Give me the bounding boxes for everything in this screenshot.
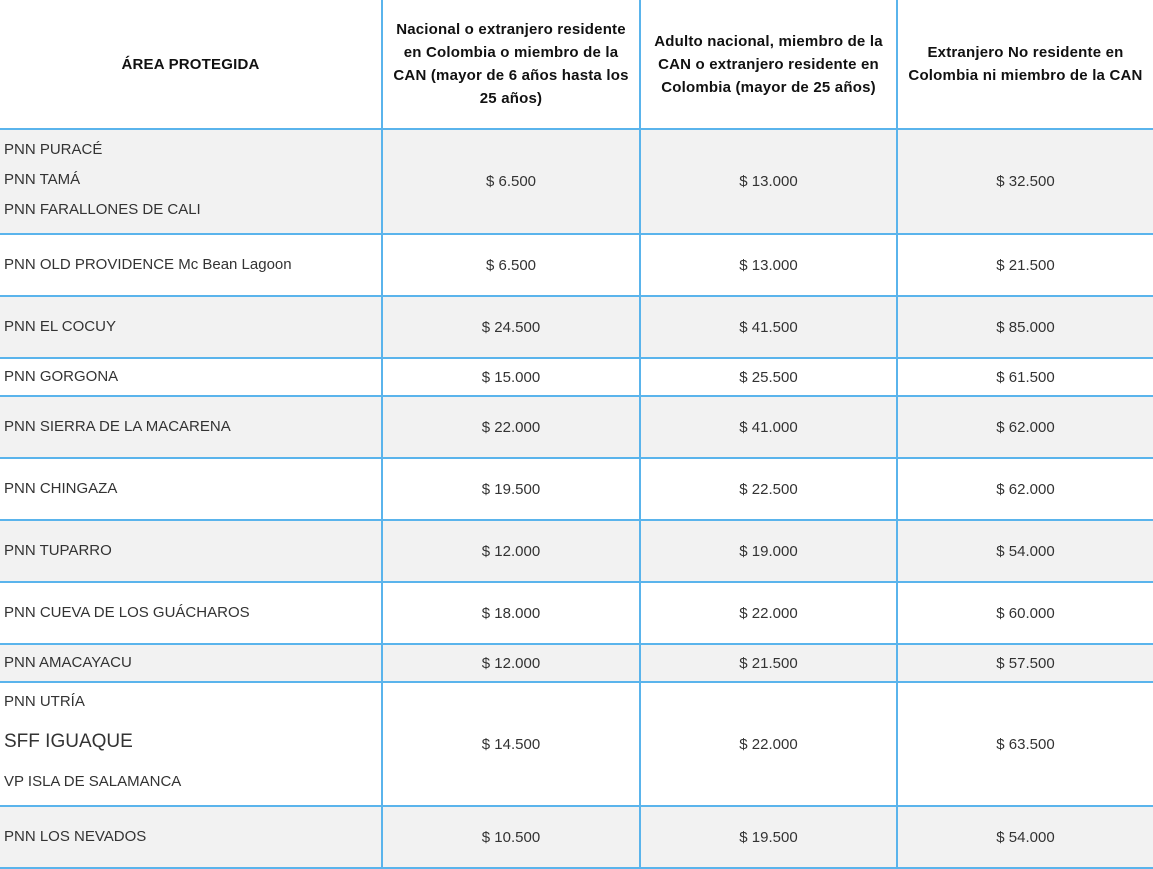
price-adult: $ 13.000 [640,129,897,234]
price-adult: $ 25.500 [640,358,897,396]
price-youth: $ 22.000 [382,396,640,458]
area-name: VP ISLA DE SALAMANCA [4,773,182,790]
price-youth: $ 10.500 [382,806,640,868]
area-name: PNN LOS NEVADOS [4,828,147,845]
area-name: PNN CHINGAZA [4,480,118,497]
price-adult: $ 19.000 [640,520,897,582]
price-foreign: $ 60.000 [897,582,1153,644]
price-foreign: $ 61.500 [897,358,1153,396]
price-foreign: $ 57.500 [897,644,1153,682]
price-foreign: $ 85.000 [897,296,1153,358]
header-area: ÁREA PROTEGIDA [0,0,382,129]
price-youth: $ 24.500 [382,296,640,358]
price-foreign: $ 21.500 [897,234,1153,296]
price-adult: $ 19.500 [640,806,897,868]
header-row [0,0,1153,129]
area-cell [0,358,382,396]
price-foreign: $ 32.500 [897,129,1153,234]
price-foreign: $ 62.000 [897,458,1153,520]
area-cell [0,396,382,458]
table-row [0,129,1153,234]
area-name: PNN GORGONA [4,368,119,385]
area-name: PNN PURACÉ [4,140,103,158]
price-adult: $ 22.000 [640,582,897,644]
table-row [0,806,1153,868]
area-name: PNN EL COCUY [4,318,116,335]
area-name: PNN AMACAYACU [4,654,132,671]
price-adult: $ 21.500 [640,644,897,682]
price-foreign: $ 62.000 [897,396,1153,458]
area-cell [0,129,382,234]
area-cell [0,644,382,682]
price-youth: $ 18.000 [382,582,640,644]
table-row [0,396,1153,458]
price-youth: $ 14.500 [382,682,640,806]
area-name: PNN TAMÁ [4,170,81,188]
area-cell [0,458,382,520]
price-youth: $ 6.500 [382,234,640,296]
table-row [0,682,1153,806]
price-youth: $ 12.000 [382,644,640,682]
area-cell [0,296,382,358]
area-name: PNN UTRÍA [4,693,85,710]
price-adult: $ 22.000 [640,682,897,806]
price-youth: $ 19.500 [382,458,640,520]
area-name: PNN OLD PROVIDENCE Mc Bean Lagoon [4,256,292,273]
price-adult: $ 13.000 [640,234,897,296]
price-youth: $ 15.000 [382,358,640,396]
table-row [0,234,1153,296]
table-row [0,458,1153,520]
table-row [0,520,1153,582]
area-name: PNN TUPARRO [4,542,112,559]
header-adult-rate: Adulto nacional, miembro de la CAN o extranjero residente en Colombia (mayor de 25 años) [640,0,897,129]
header-foreign-rate: Extranjero No residente en Colombia ni miembro de la CAN [897,0,1153,129]
price-foreign: $ 54.000 [897,520,1153,582]
area-name: PNN FARALLONES DE CALI [4,200,201,218]
table-row [0,644,1153,682]
table-row [0,358,1153,396]
price-youth: $ 6.500 [382,129,640,234]
area-cell [0,806,382,868]
area-name: PNN SIERRA DE LA MACARENA [4,418,231,435]
price-foreign: $ 54.000 [897,806,1153,868]
price-adult: $ 22.500 [640,458,897,520]
price-adult: $ 41.500 [640,296,897,358]
area-cell [0,582,382,644]
header-youth-rate: Nacional o extranjero residente en Colombia o miembro de la CAN (mayor de 6 años hasta los 25 años) [382,0,640,129]
area-cell [0,234,382,296]
area-cell [0,682,382,806]
price-adult: $ 41.000 [640,396,897,458]
area-name: SFF IGUAQUE [4,731,133,752]
price-foreign: $ 63.500 [897,682,1153,806]
table-row [0,296,1153,358]
area-name: PNN CUEVA DE LOS GUÁCHAROS [4,604,250,621]
table-row [0,582,1153,644]
price-youth: $ 12.000 [382,520,640,582]
area-cell [0,520,382,582]
